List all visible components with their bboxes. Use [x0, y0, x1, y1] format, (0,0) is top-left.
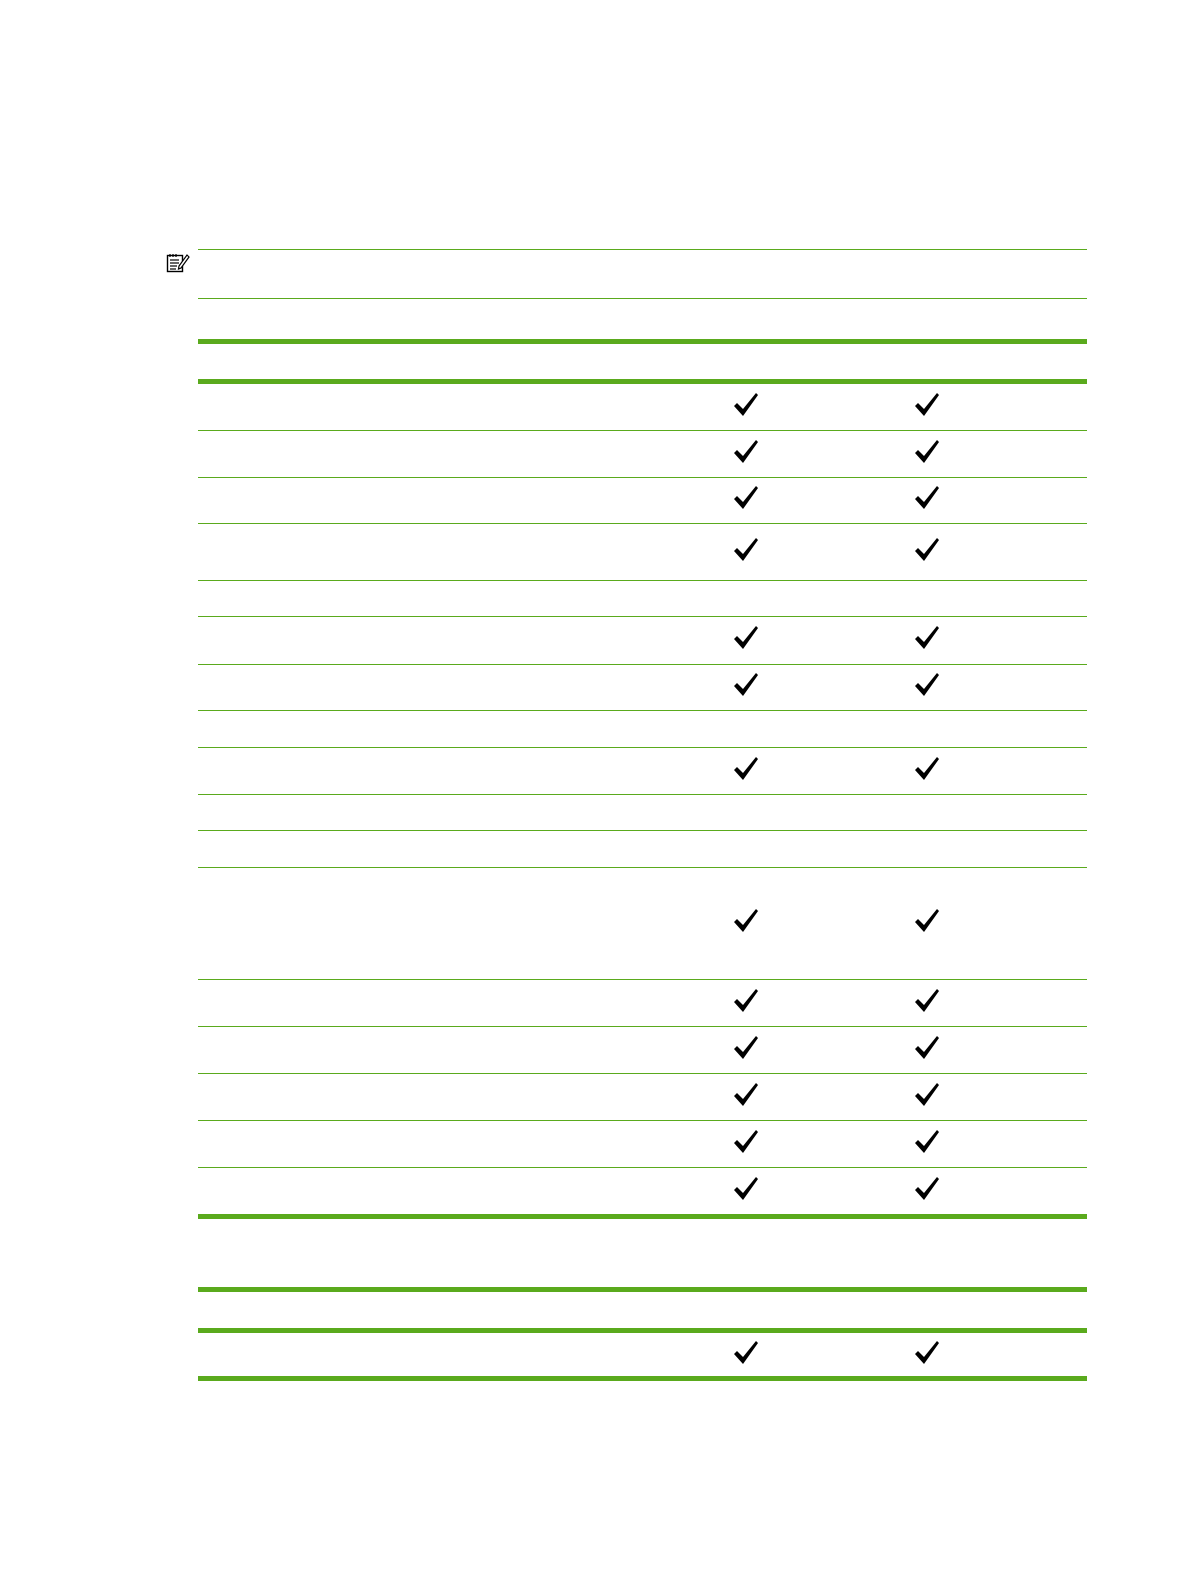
checkmark-icon — [733, 1082, 759, 1108]
checkmark-icon — [733, 439, 759, 465]
row-divider — [198, 747, 1087, 748]
row-divider — [198, 616, 1087, 617]
table1-top-rule — [198, 339, 1087, 344]
table1-bottom-rule — [198, 1214, 1087, 1219]
row-divider — [198, 710, 1087, 711]
checkmark-icon — [914, 988, 940, 1014]
checkmark-icon — [733, 672, 759, 698]
checkmark-icon — [733, 756, 759, 782]
checkmark-icon — [733, 537, 759, 563]
checkmark-icon — [733, 625, 759, 651]
row-divider — [198, 430, 1087, 431]
note-icon — [166, 252, 190, 274]
checkmark-icon — [733, 1035, 759, 1061]
note-bottom-rule — [198, 298, 1087, 299]
row-divider — [198, 867, 1087, 868]
checkmark-icon — [914, 537, 940, 563]
row-divider — [198, 1120, 1087, 1121]
checkmark-icon — [733, 1176, 759, 1202]
checkmark-icon — [733, 988, 759, 1014]
row-divider — [198, 979, 1087, 980]
checkmark-icon — [914, 1129, 940, 1155]
checkmark-icon — [914, 1176, 940, 1202]
checkmark-icon — [733, 908, 759, 934]
note-top-rule — [198, 249, 1087, 250]
table2-bottom-rule — [198, 1376, 1087, 1381]
checkmark-icon — [733, 1129, 759, 1155]
checkmark-icon — [914, 485, 940, 511]
checkmark-icon — [914, 756, 940, 782]
row-divider — [198, 1167, 1087, 1168]
table1-header-rule — [198, 379, 1087, 384]
checkmark-icon — [914, 1082, 940, 1108]
checkmark-icon — [914, 1340, 940, 1366]
row-divider — [198, 523, 1087, 524]
checkmark-icon — [914, 908, 940, 934]
row-divider — [198, 1026, 1087, 1027]
row-divider — [198, 580, 1087, 581]
checkmark-icon — [733, 485, 759, 511]
row-divider — [198, 794, 1087, 795]
checkmark-icon — [914, 439, 940, 465]
checkmark-icon — [914, 672, 940, 698]
table2-top-rule — [198, 1287, 1087, 1292]
checkmark-icon — [914, 1035, 940, 1061]
checkmark-icon — [914, 625, 940, 651]
row-divider — [198, 477, 1087, 478]
row-divider — [198, 1073, 1087, 1074]
row-divider — [198, 830, 1087, 831]
checkmark-icon — [733, 1340, 759, 1366]
checkmark-icon — [733, 392, 759, 418]
checkmark-icon — [914, 392, 940, 418]
table2-header-rule — [198, 1328, 1087, 1333]
row-divider — [198, 664, 1087, 665]
